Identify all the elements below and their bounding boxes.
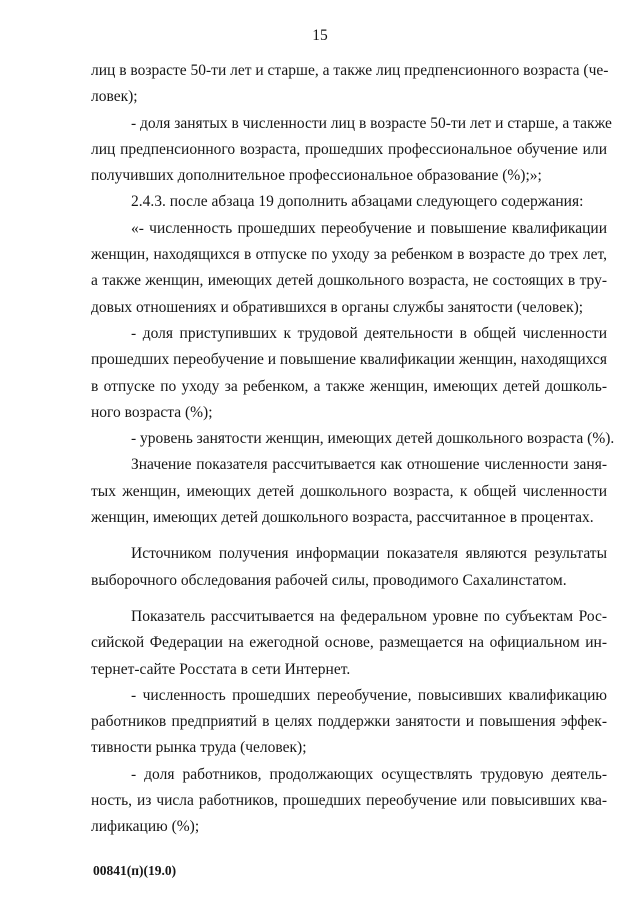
text-line: - доля занятых в численности лиц в возрасте 50-ти лет и старше, а также: [131, 114, 612, 132]
text-line: довых отношениях и обратившихся в органы службы занятости (человек);: [91, 298, 584, 316]
text-line: - численность прошедших переобучение, повысивших квалификацию: [131, 686, 607, 704]
text-line: Показатель рассчитывается на федеральном уровне по субъектам Рос-: [131, 607, 607, 625]
text-line: ного возраста (%);: [91, 403, 213, 421]
text-line: тернет-сайте Росстата в сети Интернет.: [91, 660, 351, 678]
text-line: лиц в возрасте 50-ти лет и старше, а также лиц предпенсионного возраста (че-: [91, 62, 609, 79]
text-line: выборочного обследования рабочей силы, проводимого Сахалинстатом.: [91, 571, 567, 589]
text-line: лификацию (%);: [91, 818, 200, 836]
text-line: Источником получения информации показателя являются результаты: [131, 545, 607, 563]
text-line: прошедших переобучение и повышение квалификации женщин, находящихся: [91, 351, 607, 369]
text-line: получивших дополнительное профессиональное образование (%);»;: [91, 167, 542, 185]
paragraph-gap: [91, 531, 607, 541]
text-line: а также женщин, имеющих детей дошкольного возраста, не состоящих в тру-: [91, 272, 607, 290]
text-line: женщин, имеющих детей дошкольного возраста, рассчитанное в процентах.: [91, 509, 594, 527]
text-line: лиц предпенсионного возраста, прошедших профессиональное обучение или: [91, 140, 607, 158]
text-line: сийской Федерации на ежегодной основе, размещается на официальном ин-: [91, 634, 607, 652]
text-line: 2.4.3. после абзаца 19 дополнить абзацами следующего содержания:: [131, 193, 584, 211]
text-line: тивности рынка труда (человек);: [91, 739, 307, 757]
text-line: тых женщин, имеющих детей дошкольного возраста, к общей численности: [91, 482, 607, 500]
text-line: ловек);: [91, 88, 138, 106]
text-line: ность, из числа работников, прошедших переобучение или повысивших ква-: [91, 792, 607, 810]
text-line: работников предприятий в целях поддержки занятости и повышения эффек-: [91, 713, 607, 731]
text-line: женщин, находящихся в отпуске по уходу за ребенком в возрасте до трех лет,: [91, 246, 607, 264]
body-text: [91, 58, 615, 841]
text-line: - доля приступивших к трудовой деятельности в общей численности: [131, 324, 607, 342]
page-number: 15: [312, 27, 328, 44]
paragraph-gap: [91, 594, 607, 604]
text-line: в отпуске по уходу за ребенком, а также женщин, имеющих детей дошколь-: [91, 377, 607, 395]
document-code: 00841(п)(19.0): [93, 863, 177, 878]
text-line: Значение показателя рассчитывается как отношение численности заня-: [131, 456, 607, 474]
text-line: «- численность прошедших переобучение и повышение квалификации: [131, 219, 607, 237]
text-line: - уровень занятости женщин, имеющих детей дошкольного возраста (%).: [131, 430, 615, 448]
text-line: - доля работников, продолжающих осуществлять трудовую деятель-: [131, 765, 607, 783]
